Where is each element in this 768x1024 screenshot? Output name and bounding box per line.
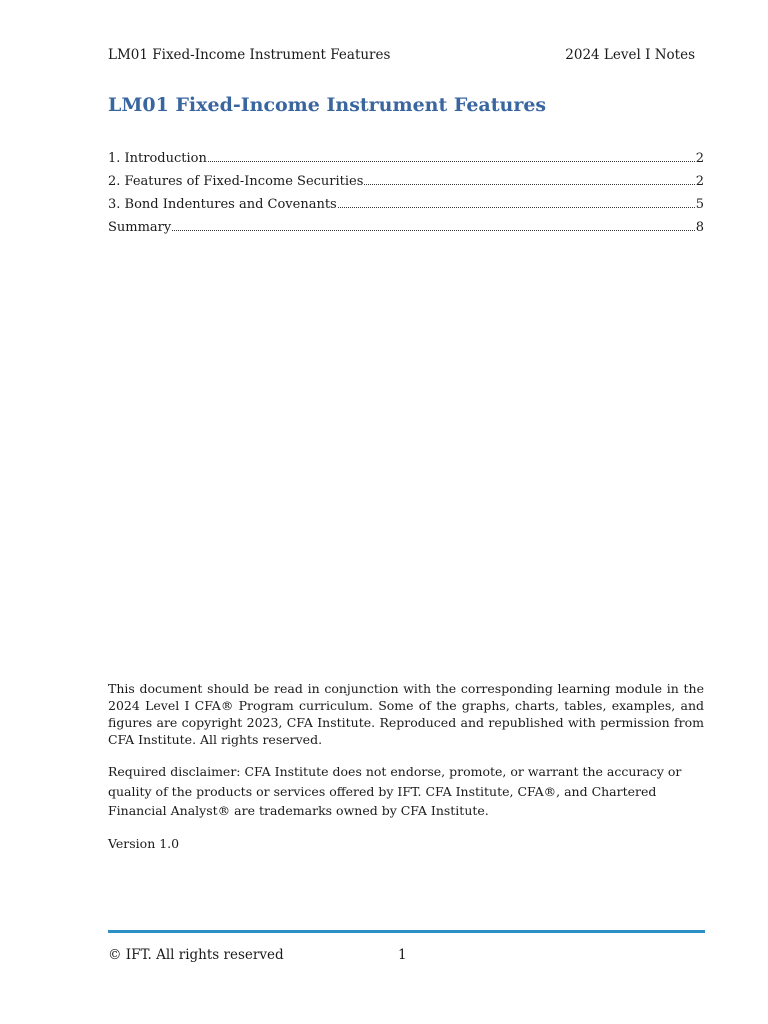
footer-divider: [108, 930, 705, 933]
toc-dot-leader: [172, 229, 694, 231]
toc-entry-label: 1. Introduction: [108, 151, 207, 166]
toc-entry-features[interactable]: [108, 173, 704, 196]
toc-entry-introduction[interactable]: [108, 150, 704, 173]
page-footer: [108, 947, 407, 963]
header-left-text: LM01 Fixed-Income Instrument Features: [108, 47, 391, 63]
toc-entry-page: 5: [695, 197, 704, 212]
version-label: Version 1.0: [108, 835, 180, 851]
toc-entry-label: Summary: [108, 220, 172, 235]
table-of-contents: [108, 150, 704, 242]
toc-dot-leader: [208, 160, 695, 162]
toc-entry-summary[interactable]: [108, 219, 704, 242]
document-title: LM01 Fixed-Income Instrument Features: [108, 94, 547, 116]
toc-entry-page: 2: [695, 174, 704, 189]
curriculum-notice: This document should be read in conjunction with the corresponding learning module in the 2024 Level I CFA® Program curriculum. Some of the graphs, charts, tables, examples, and figures are copyright 2023, CFA Institute. Reproduced and republished with permission from CFA Institute. All rights reserved.: [108, 681, 704, 747]
toc-dot-leader: [338, 206, 695, 208]
toc-entry-label: 3. Bond Indentures and Covenants: [108, 197, 337, 212]
toc-entry-page: 8: [695, 220, 704, 235]
required-disclaimer: Required disclaimer: CFA Institute does not endorse, promote, or warrant the accuracy or quality of the products or services offered by IFT. CFA Institute, CFA®, and Chartered Financial Analyst® are trademarks owned by CFA Institute.: [108, 764, 682, 818]
footer-page-number: 1: [398, 947, 407, 963]
footer-copyright: © IFT. All rights reserved: [108, 947, 284, 963]
header-right-text: 2024 Level I Notes: [565, 47, 695, 63]
toc-entry-indentures[interactable]: [108, 196, 704, 219]
disclaimer-section: [108, 680, 704, 852]
toc-entry-label: 2. Features of Fixed-Income Securities: [108, 174, 364, 189]
toc-dot-leader: [364, 183, 694, 185]
page-header: [108, 47, 695, 63]
toc-entry-page: 2: [695, 151, 704, 166]
